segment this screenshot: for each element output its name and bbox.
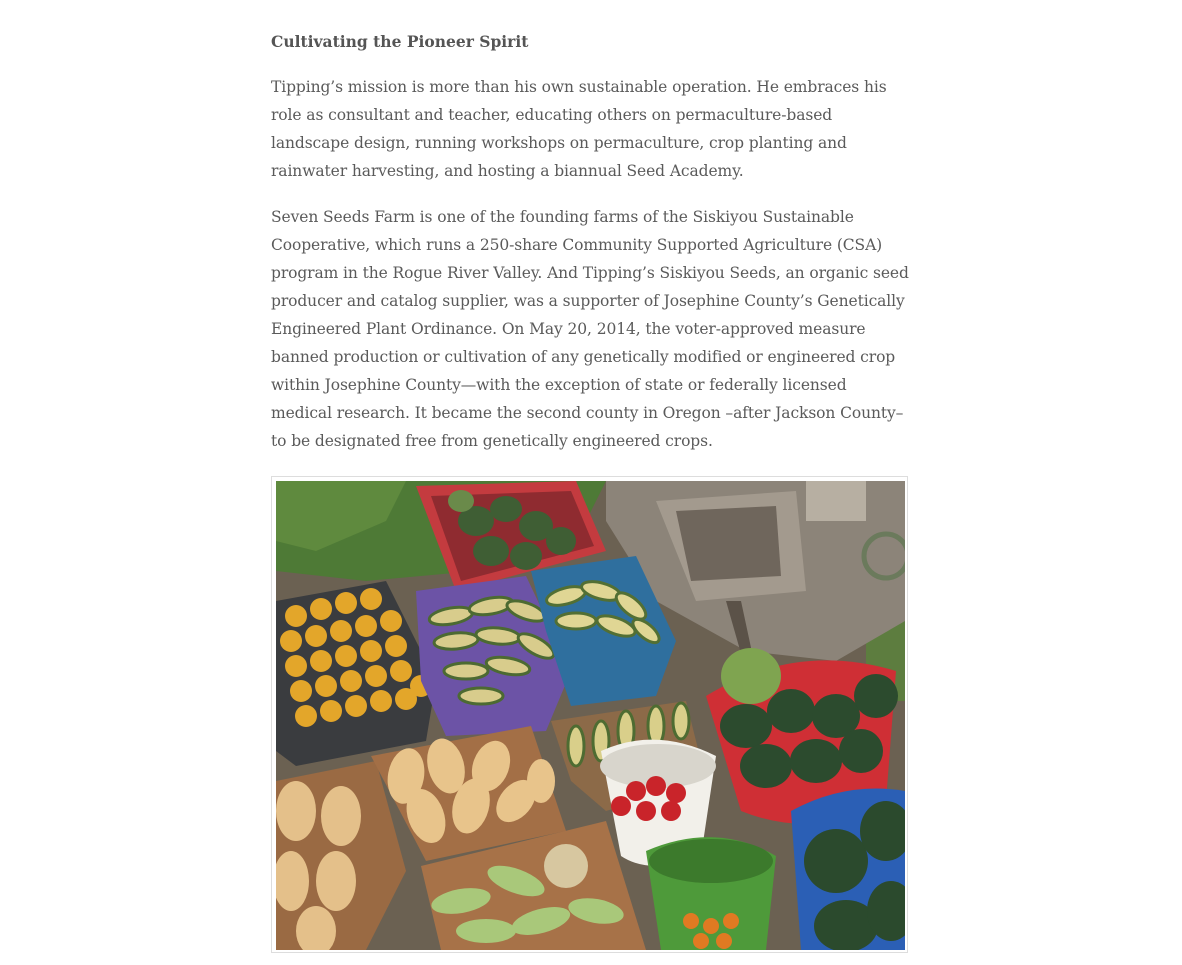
section-heading: Cultivating the Pioneer Spirit xyxy=(271,32,529,51)
paragraph-seven-seeds: Seven Seeds Farm is one of the founding farms of the Siskiyou Sustainable Cooperative, which runs a 250-share Community Supported Agriculture (CSA) program in the Rogue River Valley. And Tipping’s Siskiyou Seeds, an organic seed producer and catalog supplier, was a supporter of Josephine County’s Genetically Engineered Plant Ordinance. On May 20, 2014, the voter-approved measure banned production or cultivation of any genetically modified or engineered crop within Josephine County—with the exception of state or federally licensed medical research. It became the second county in Oregon –after Jackson County– to be designated free from genetically engineered crops. xyxy=(271,208,909,450)
article-figure xyxy=(271,476,908,953)
paragraph-mission: Tipping’s mission is more than his own sustainable operation. He embraces his role as consultant and teacher, educating others on permaculture-based landscape design, running workshops on permaculture, crop planting and rainwater harvesting, and hosting a biannual Seed Academy. xyxy=(271,78,887,180)
article-body xyxy=(271,28,911,473)
harvest-photo xyxy=(276,481,905,950)
